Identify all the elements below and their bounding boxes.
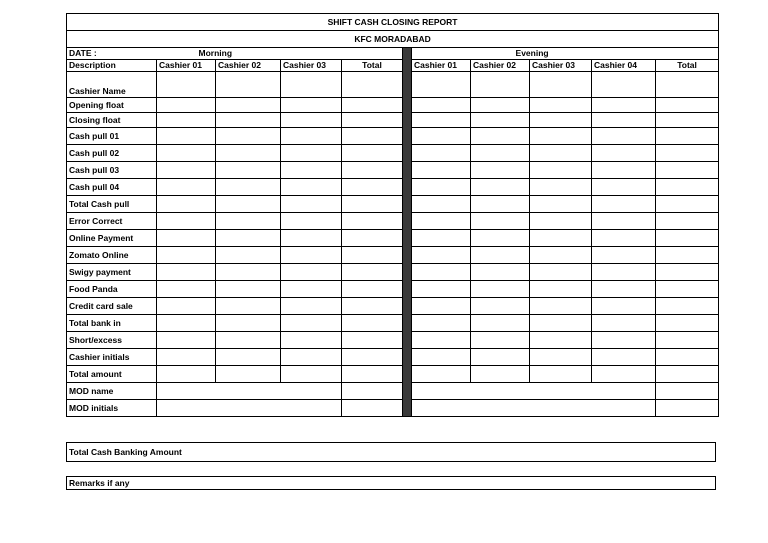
morning-label: Morning [157,48,403,60]
evening-input-cell[interactable] [412,315,471,332]
evening-input-cell[interactable] [592,264,656,281]
evening-input-cell[interactable] [656,179,719,196]
description-label: Description [67,60,157,72]
evening-input-cell[interactable] [592,230,656,247]
morning-input-cell[interactable] [157,230,216,247]
morning-input-cell[interactable] [157,162,216,179]
table-row [67,332,719,349]
shift-separator [403,179,412,196]
evening-mod-total-cell[interactable] [656,383,719,400]
morning-input-cell[interactable] [157,145,216,162]
morning-input-cell[interactable] [281,72,342,98]
evening-input-cell[interactable] [412,264,471,281]
evening-input-cell[interactable] [471,349,530,366]
morning-input-cell[interactable] [281,162,342,179]
morning-input-cell[interactable] [281,366,342,383]
evening-input-cell[interactable] [656,145,719,162]
row-label: Cash pull 03 [67,162,157,179]
evening-input-cell[interactable] [471,230,530,247]
morning-input-cell[interactable] [157,298,216,315]
column-header-row [67,60,719,72]
evening-input-cell[interactable] [530,315,592,332]
evening-mod-cell[interactable] [412,383,656,400]
morning-input-cell[interactable] [281,113,342,128]
row-label: Food Panda [67,281,157,298]
evening-input-cell[interactable] [530,113,592,128]
mod-row-label: MOD initials [67,400,157,417]
morning-input-cell[interactable] [342,247,403,264]
evening-input-cell[interactable] [471,196,530,213]
shift-separator [403,98,412,113]
shift-separator [403,281,412,298]
evening-input-cell[interactable] [592,179,656,196]
morning-input-cell[interactable] [157,315,216,332]
evening-input-cell[interactable] [471,113,530,128]
shift-row [67,48,719,60]
row-label: Total Cash pull [67,196,157,213]
morning-input-cell[interactable] [216,72,281,98]
evening-input-cell[interactable] [471,72,530,98]
table-row [67,128,719,145]
shift-separator [403,247,412,264]
mod-row [67,400,719,417]
morning-input-cell[interactable] [157,98,216,113]
morning-input-cell[interactable] [216,315,281,332]
evening-input-cell[interactable] [412,281,471,298]
morning-input-cell[interactable] [281,213,342,230]
morning-input-cell[interactable] [216,281,281,298]
evening-input-cell[interactable] [412,113,471,128]
evening-input-cell[interactable] [592,298,656,315]
evening-input-cell[interactable] [530,332,592,349]
morning-input-cell[interactable] [157,281,216,298]
morning-input-cell[interactable] [342,332,403,349]
morning-input-cell[interactable] [216,196,281,213]
row-label: Cashier Name [67,72,157,98]
evening-input-cell[interactable] [592,281,656,298]
row-label: Cashier initials [67,349,157,366]
table-row [67,179,719,196]
evening-col-header: Cashier 01 [412,60,471,72]
evening-input-cell[interactable] [656,315,719,332]
morning-input-cell[interactable] [281,332,342,349]
evening-input-cell[interactable] [412,128,471,145]
shift-separator [403,230,412,247]
morning-input-cell[interactable] [342,162,403,179]
store-row [67,31,719,48]
evening-input-cell[interactable] [656,213,719,230]
morning-input-cell[interactable] [342,281,403,298]
row-label: Error Correct [67,213,157,230]
evening-input-cell[interactable] [530,213,592,230]
shift-separator [403,400,412,417]
morning-mod-total-cell[interactable] [342,400,403,417]
evening-input-cell[interactable] [412,366,471,383]
table-row [67,72,719,98]
shift-separator [403,72,412,98]
evening-input-cell[interactable] [412,213,471,230]
evening-input-cell[interactable] [530,98,592,113]
morning-input-cell[interactable] [342,264,403,281]
evening-input-cell[interactable] [412,247,471,264]
morning-col-header: Cashier 02 [216,60,281,72]
shift-separator [403,60,412,72]
evening-input-cell[interactable] [471,332,530,349]
row-label: Online Payment [67,230,157,247]
morning-input-cell[interactable] [342,230,403,247]
evening-input-cell[interactable] [412,349,471,366]
shift-separator [403,349,412,366]
morning-input-cell[interactable] [216,349,281,366]
evening-input-cell[interactable] [471,128,530,145]
total-cash-banking-label: Total Cash Banking Amount [69,447,182,457]
shift-separator [403,145,412,162]
table-row [67,315,719,332]
evening-input-cell[interactable] [530,72,592,98]
mod-row [67,383,719,400]
morning-input-cell[interactable] [342,298,403,315]
shift-separator [403,315,412,332]
evening-input-cell[interactable] [656,230,719,247]
evening-input-cell[interactable] [656,196,719,213]
report-title: SHIFT CASH CLOSING REPORT [67,14,719,31]
evening-input-cell[interactable] [530,162,592,179]
row-label: Cash pull 04 [67,179,157,196]
morning-input-cell[interactable] [281,230,342,247]
evening-input-cell[interactable] [592,315,656,332]
evening-input-cell[interactable] [656,98,719,113]
evening-input-cell[interactable] [471,145,530,162]
evening-input-cell[interactable] [592,196,656,213]
evening-input-cell[interactable] [656,128,719,145]
shift-separator [403,113,412,128]
morning-input-cell[interactable] [342,72,403,98]
shift-separator [403,196,412,213]
morning-input-cell[interactable] [281,128,342,145]
row-label: Credit card sale [67,298,157,315]
shift-separator [403,366,412,383]
morning-col-header: Total [342,60,403,72]
evening-input-cell[interactable] [471,213,530,230]
morning-input-cell[interactable] [281,196,342,213]
evening-input-cell[interactable] [530,349,592,366]
morning-input-cell[interactable] [157,128,216,145]
morning-input-cell[interactable] [342,179,403,196]
morning-mod-total-cell[interactable] [342,383,403,400]
morning-input-cell[interactable] [216,128,281,145]
morning-input-cell[interactable] [281,247,342,264]
evening-input-cell[interactable] [412,179,471,196]
evening-input-cell[interactable] [592,332,656,349]
evening-input-cell[interactable] [656,113,719,128]
morning-input-cell[interactable] [281,264,342,281]
evening-input-cell[interactable] [412,72,471,98]
table-row [67,230,719,247]
morning-input-cell[interactable] [281,281,342,298]
remarks-label: Remarks if any [69,478,130,488]
evening-col-header: Total [656,60,719,72]
morning-input-cell[interactable] [342,145,403,162]
morning-col-header: Cashier 03 [281,60,342,72]
evening-input-cell[interactable] [656,298,719,315]
table-row [67,264,719,281]
morning-input-cell[interactable] [342,315,403,332]
morning-input-cell[interactable] [281,315,342,332]
evening-input-cell[interactable] [592,349,656,366]
morning-input-cell[interactable] [281,98,342,113]
evening-input-cell[interactable] [530,230,592,247]
shift-separator [403,128,412,145]
evening-input-cell[interactable] [471,179,530,196]
shift-separator [403,162,412,179]
evening-input-cell[interactable] [471,162,530,179]
table-row [67,298,719,315]
evening-input-cell[interactable] [530,128,592,145]
row-label: Closing float [67,113,157,128]
table-row [67,98,719,113]
morning-input-cell[interactable] [157,179,216,196]
evening-input-cell[interactable] [656,349,719,366]
table-row [67,145,719,162]
morning-input-cell[interactable] [157,332,216,349]
evening-input-cell[interactable] [656,264,719,281]
cash-closing-table [66,13,719,417]
morning-input-cell[interactable] [342,196,403,213]
evening-label: Evening [412,48,719,60]
mod-row-label: MOD name [67,383,157,400]
morning-input-cell[interactable] [216,145,281,162]
evening-col-header: Cashier 03 [530,60,592,72]
row-label: Total bank in [67,315,157,332]
table-row [67,162,719,179]
morning-mod-cell[interactable] [157,400,342,417]
remarks-box[interactable] [66,476,716,490]
morning-input-cell[interactable] [216,213,281,230]
evening-input-cell[interactable] [412,230,471,247]
morning-input-cell[interactable] [342,366,403,383]
morning-input-cell[interactable] [157,72,216,98]
evening-input-cell[interactable] [530,196,592,213]
row-label: Cash pull 01 [67,128,157,145]
report-sheet [66,13,718,488]
evening-input-cell[interactable] [656,162,719,179]
morning-col-header: Cashier 01 [157,60,216,72]
evening-input-cell[interactable] [592,247,656,264]
morning-input-cell[interactable] [342,98,403,113]
evening-input-cell[interactable] [471,281,530,298]
evening-mod-total-cell[interactable] [656,400,719,417]
morning-input-cell[interactable] [281,179,342,196]
title-row [67,14,719,31]
row-label: Short/excess [67,332,157,349]
evening-input-cell[interactable] [412,298,471,315]
morning-input-cell[interactable] [342,113,403,128]
evening-input-cell[interactable] [656,247,719,264]
morning-input-cell[interactable] [216,366,281,383]
morning-input-cell[interactable] [342,349,403,366]
morning-mod-cell[interactable] [157,383,342,400]
evening-mod-cell[interactable] [412,400,656,417]
row-label: Zomato Online [67,247,157,264]
evening-input-cell[interactable] [471,366,530,383]
shift-separator [403,213,412,230]
evening-input-cell[interactable] [592,213,656,230]
shift-separator [403,48,412,60]
evening-input-cell[interactable] [412,196,471,213]
morning-input-cell[interactable] [216,162,281,179]
morning-input-cell[interactable] [216,247,281,264]
evening-input-cell[interactable] [530,264,592,281]
evening-input-cell[interactable] [592,162,656,179]
morning-input-cell[interactable] [157,247,216,264]
morning-input-cell[interactable] [281,145,342,162]
evening-input-cell[interactable] [530,298,592,315]
morning-input-cell[interactable] [216,98,281,113]
evening-input-cell[interactable] [530,366,592,383]
shift-separator [403,332,412,349]
morning-input-cell[interactable] [342,128,403,145]
morning-input-cell[interactable] [216,230,281,247]
morning-input-cell[interactable] [157,349,216,366]
evening-input-cell[interactable] [656,332,719,349]
evening-input-cell[interactable] [592,366,656,383]
morning-input-cell[interactable] [157,213,216,230]
evening-input-cell[interactable] [412,98,471,113]
table-row [67,281,719,298]
total-cash-banking-box[interactable] [66,442,716,462]
store-name: KFC MORADABAD [67,31,719,48]
evening-col-header: Cashier 02 [471,60,530,72]
evening-input-cell[interactable] [656,72,719,98]
morning-input-cell[interactable] [157,264,216,281]
evening-input-cell[interactable] [656,281,719,298]
morning-input-cell[interactable] [281,349,342,366]
evening-input-cell[interactable] [592,145,656,162]
table-row [67,247,719,264]
evening-input-cell[interactable] [471,298,530,315]
evening-input-cell[interactable] [530,145,592,162]
evening-input-cell[interactable] [412,162,471,179]
row-label: Total amount [67,366,157,383]
morning-input-cell[interactable] [216,179,281,196]
morning-input-cell[interactable] [157,113,216,128]
morning-input-cell[interactable] [216,298,281,315]
evening-col-header: Cashier 04 [592,60,656,72]
evening-input-cell[interactable] [471,98,530,113]
table-row [67,113,719,128]
morning-input-cell[interactable] [157,366,216,383]
evening-input-cell[interactable] [592,113,656,128]
shift-separator [403,264,412,281]
morning-input-cell[interactable] [342,213,403,230]
evening-input-cell[interactable] [592,128,656,145]
evening-input-cell[interactable] [530,179,592,196]
date-label: DATE : [67,48,157,60]
evening-input-cell[interactable] [592,72,656,98]
shift-separator [403,298,412,315]
evening-input-cell[interactable] [530,247,592,264]
evening-input-cell[interactable] [471,247,530,264]
morning-input-cell[interactable] [216,332,281,349]
row-label: Swigy payment [67,264,157,281]
evening-input-cell[interactable] [656,366,719,383]
table-row [67,196,719,213]
evening-input-cell[interactable] [471,315,530,332]
morning-input-cell[interactable] [216,264,281,281]
row-label: Cash pull 02 [67,145,157,162]
morning-input-cell[interactable] [216,113,281,128]
evening-input-cell[interactable] [592,98,656,113]
table-row [67,366,719,383]
morning-input-cell[interactable] [157,196,216,213]
table-row [67,213,719,230]
table-row [67,349,719,366]
evening-input-cell[interactable] [530,281,592,298]
evening-input-cell[interactable] [471,264,530,281]
evening-input-cell[interactable] [412,332,471,349]
evening-input-cell[interactable] [412,145,471,162]
shift-separator [403,383,412,400]
morning-input-cell[interactable] [281,298,342,315]
row-label: Opening float [67,98,157,113]
